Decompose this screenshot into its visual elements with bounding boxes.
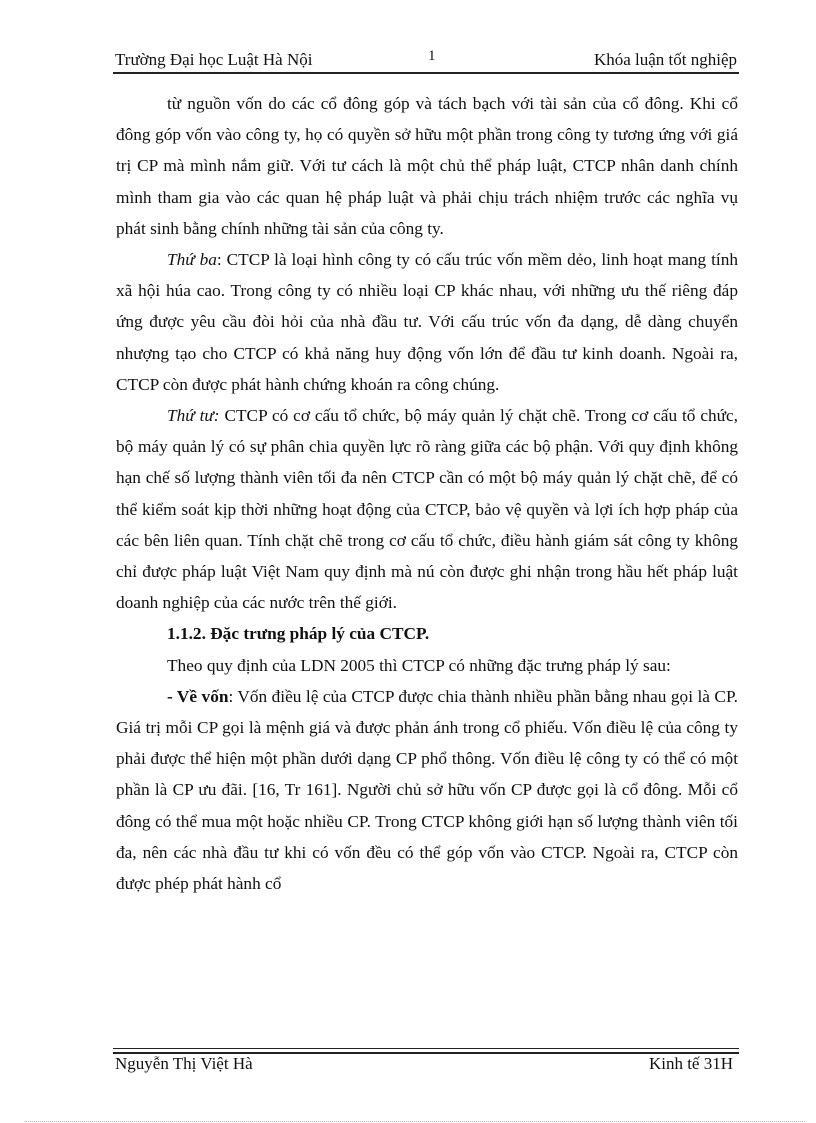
footer-rule-thin bbox=[113, 1048, 739, 1049]
footer-class: Kinh tế 31H bbox=[648, 1054, 733, 1073]
paragraph-thu-tu bbox=[116, 400, 738, 618]
section-heading: 1.1.2. Đặc trưng pháp lý của CTCP. bbox=[167, 624, 430, 644]
header-rule bbox=[113, 72, 739, 74]
page-edge-divider bbox=[25, 1121, 805, 1122]
paragraph-text: : Vốn điều lệ của CTCP được chia thành nhiều phần bằng nhau gọi là CP. Giá trị mỗi CP gọi là mệnh giá và được phản ánh trong cổ phiếu. Vốn điều lệ của công ty phải được thể hiện một phần dưới dạng CP phổ thông. Vốn điều lệ công ty có thể có một phần là CP ưu đãi. [16, Tr 161]. Người chủ sở hữu vốn CP được gọi là cổ đông. Mỗi cổ đông có thể mua một hoặc nhiều CP. Trong CTCP không giới hạn số lượng thành viên tối đa, nên các nhà đầu tư khi có vốn đều có thể góp vốn vào CTCP. Ngoài ra, CTCP còn được phép phát hành cổ bbox=[116, 686, 738, 894]
header-document-type: Khóa luận tốt nghiệp bbox=[593, 50, 737, 69]
paragraph-ve-von bbox=[116, 681, 738, 899]
paragraph-thu-ba bbox=[116, 244, 738, 400]
header-school-name: Trường Đại học Luật Hà Nội bbox=[115, 50, 313, 69]
page-header bbox=[115, 50, 737, 72]
page-footer bbox=[115, 1054, 735, 1078]
paragraph-intro: Theo quy định của LDN 2005 thì CTCP có những đặc trưng pháp lý sau: bbox=[167, 655, 671, 675]
paragraph-1: từ nguồn vốn do các cổ đông góp và tách bạch với tài sản của cổ đông. Khi cổ đông góp vốn vào công ty, họ có quyền sở hữu một phần trong công ty tương ứng với giá trị CP mà mình nắm giữ. Với tư cách là một chủ thể pháp luật, CTCP nhân danh chính mình tham gia vào các quan hệ pháp luật và phải chịu trách nhiệm trước các nghĩa vụ phát sinh bằng chính những tài sản của công ty. bbox=[116, 94, 738, 238]
header-page-number: 1 bbox=[428, 48, 436, 64]
paragraph-lead-bold: - Về vốn bbox=[167, 686, 229, 706]
footer-author: Nguyễn Thị Việt Hà bbox=[115, 1054, 253, 1073]
document-body bbox=[116, 88, 738, 899]
paragraph-text: : CTCP là loại hình công ty có cấu trúc vốn mềm dẻo, linh hoạt mang tính xã hội húa cao. Trong công ty có nhiều loại CP khác nhau, với những ưu thế riêng đáp ứng được yêu cầu đòi hỏi của nhà đầu tư. Với cấu trúc vốn đa dạng, dễ dàng chuyển nhượng tạo cho CTCP có khả năng huy động vốn lớn để đầu tư kinh doanh. Ngoài ra, CTCP còn được phát hành chứng khoán ra công chúng. bbox=[116, 250, 739, 394]
paragraph-lead-italic: Thứ tư: bbox=[167, 406, 220, 426]
paragraph-text: CTCP có cơ cấu tổ chức, bộ máy quản lý chặt chẽ. Trong cơ cấu tổ chức, bộ máy quản lý có sự phân chia quyền lực rõ ràng giữa các bộ phận. Với quy định không hạn chế số lượng thành viên tối đa nên CTCP cần có một bộ máy quản lý chặt chẽ, để có thể kiểm soát kịp thời những hoạt động của CTCP, bảo vệ quyền và lợi ích hợp pháp của các bên liên quan. Tính chặt chẽ trong cơ cấu tổ chức, điều hành giám sát công ty không chỉ được pháp luật Việt Nam quy định mà nú còn được ghi nhận trong hầu hết pháp luật doanh nghiệp của các nước trên thế giới. bbox=[116, 406, 738, 613]
paragraph-lead-italic: Thứ ba bbox=[167, 250, 217, 270]
